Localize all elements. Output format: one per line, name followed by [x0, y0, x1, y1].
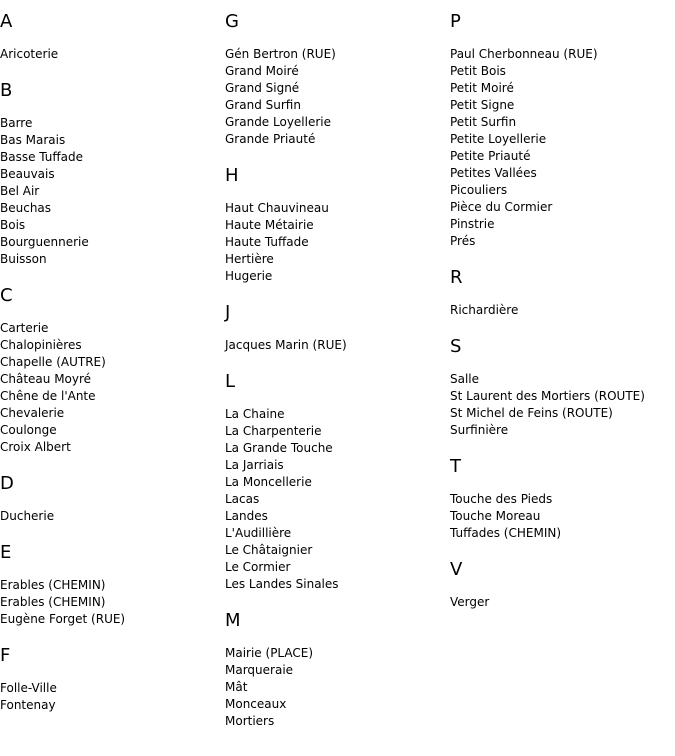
- street-list: [450, 371, 675, 439]
- letter-group: [225, 166, 445, 285]
- street-link[interactable]: Haute Tuffade: [225, 235, 309, 249]
- street-list: [0, 320, 220, 456]
- street-link[interactable]: Grand Surfin: [225, 98, 301, 112]
- letter-group: [0, 286, 220, 456]
- street-link[interactable]: Monceaux: [225, 697, 287, 711]
- street-link[interactable]: Salle: [450, 372, 480, 386]
- letter-heading: E: [0, 542, 12, 563]
- street-list: [0, 115, 220, 268]
- street-link[interactable]: Landes: [225, 509, 268, 523]
- street-link[interactable]: Le Châtaignier: [225, 543, 313, 557]
- street-link[interactable]: Grand Signé: [225, 81, 300, 95]
- street-link[interactable]: Bois: [0, 218, 26, 232]
- street-link[interactable]: Petite Priauté: [450, 149, 531, 163]
- street-link[interactable]: Château Moyré: [0, 372, 92, 386]
- street-list: [225, 406, 445, 593]
- street-link[interactable]: La Chaine: [225, 407, 285, 421]
- street-link[interactable]: Jacques Marin (RUE): [225, 338, 347, 352]
- street-link[interactable]: Mairie (PLACE): [225, 646, 314, 660]
- street-link[interactable]: Eugène Forget (RUE): [0, 612, 126, 626]
- street-link[interactable]: Grande Priauté: [225, 132, 316, 146]
- letter-heading: D: [0, 473, 14, 494]
- street-link[interactable]: Erables (CHEMIN): [0, 595, 106, 609]
- street-link[interactable]: Pinstrie: [450, 217, 495, 231]
- street-index-column-3: [450, 0, 675, 629]
- street-link[interactable]: Buisson: [0, 252, 47, 266]
- street-link[interactable]: Chalopinières: [0, 338, 82, 352]
- street-link[interactable]: Grand Moiré: [225, 64, 299, 78]
- letter-group: [0, 646, 220, 714]
- street-list: [225, 337, 445, 354]
- letter-heading: P: [450, 11, 461, 32]
- street-link[interactable]: Croix Albert: [0, 440, 71, 454]
- letter-group: [450, 12, 675, 250]
- street-link[interactable]: Hugerie: [225, 269, 273, 283]
- street-link[interactable]: Hertière: [225, 252, 274, 266]
- street-link[interactable]: Paul Cherbonneau (RUE): [450, 47, 598, 61]
- street-list: [450, 491, 675, 542]
- street-link[interactable]: Fontenay: [0, 698, 56, 712]
- street-link[interactable]: Le Cormier: [225, 560, 291, 574]
- street-link[interactable]: Beauvais: [0, 167, 55, 181]
- street-list: [450, 46, 675, 250]
- letter-heading: M: [225, 610, 241, 631]
- street-list: [225, 200, 445, 285]
- street-link[interactable]: La Grande Touche: [225, 441, 333, 455]
- street-link[interactable]: Haut Chauvineau: [225, 201, 329, 215]
- street-index-column-2: [225, 0, 445, 748]
- street-list: [0, 680, 220, 714]
- street-link[interactable]: Les Landes Sinales: [225, 577, 339, 591]
- letter-heading: C: [0, 285, 13, 306]
- street-link[interactable]: Petit Surfin: [450, 115, 517, 129]
- street-link[interactable]: St Michel de Feins (ROUTE): [450, 406, 613, 420]
- street-link[interactable]: Chêne de l'Ante: [0, 389, 96, 403]
- street-link[interactable]: La Moncellerie: [225, 475, 312, 489]
- street-list: [450, 302, 675, 319]
- street-link[interactable]: Lacas: [225, 492, 260, 506]
- street-link[interactable]: Petit Signe: [450, 98, 515, 112]
- street-link[interactable]: Petit Moiré: [450, 81, 514, 95]
- street-list: [225, 645, 445, 730]
- street-link[interactable]: Mortiers: [225, 714, 275, 728]
- letter-group: [0, 543, 220, 628]
- street-list: [0, 46, 220, 63]
- street-link[interactable]: Aricoterie: [0, 47, 59, 61]
- street-index-column-1: [0, 0, 220, 732]
- street-link[interactable]: St Laurent des Mortiers (ROUTE): [450, 389, 645, 403]
- street-link[interactable]: Bourguennerie: [0, 235, 89, 249]
- street-link[interactable]: Mât: [225, 680, 248, 694]
- street-link[interactable]: Chevalerie: [0, 406, 65, 420]
- letter-heading: L: [225, 371, 236, 392]
- letter-heading: S: [450, 336, 462, 357]
- street-link[interactable]: Grande Loyellerie: [225, 115, 332, 129]
- letter-group: [0, 474, 220, 525]
- street-link[interactable]: Richardière: [450, 303, 519, 317]
- street-link[interactable]: Marqueraie: [225, 663, 294, 677]
- street-link[interactable]: Petite Loyellerie: [450, 132, 547, 146]
- letter-group: [225, 372, 445, 593]
- street-link[interactable]: Surfinière: [450, 423, 509, 437]
- street-list: [450, 594, 675, 611]
- street-link[interactable]: Ducherie: [0, 509, 55, 523]
- street-link[interactable]: Chapelle (AUTRE): [0, 355, 106, 369]
- street-link[interactable]: Bas Marais: [0, 133, 66, 147]
- street-list: [225, 46, 445, 148]
- street-link[interactable]: Haute Métairie: [225, 218, 314, 232]
- street-link[interactable]: Pièce du Cormier: [450, 200, 553, 214]
- letter-group: [0, 12, 220, 63]
- letter-heading: G: [225, 11, 239, 32]
- letter-heading: V: [450, 559, 463, 580]
- street-link[interactable]: Prés: [450, 234, 476, 248]
- street-link[interactable]: Barre: [0, 116, 33, 130]
- street-link[interactable]: Erables (CHEMIN): [0, 578, 106, 592]
- street-link[interactable]: Touche Moreau: [450, 509, 541, 523]
- letter-group: [225, 12, 445, 148]
- street-link[interactable]: Beuchas: [0, 201, 52, 215]
- letter-heading: F: [0, 645, 11, 666]
- street-link[interactable]: Carterie: [0, 321, 49, 335]
- letter-group: [225, 611, 445, 730]
- street-link[interactable]: Petit Bois: [450, 64, 506, 78]
- letter-heading: T: [450, 456, 461, 477]
- letter-heading: B: [0, 80, 13, 101]
- letter-group: [0, 81, 220, 268]
- letter-group: [225, 303, 445, 354]
- letter-group: [450, 337, 675, 439]
- street-link[interactable]: La Jarriais: [225, 458, 284, 472]
- letter-heading: H: [225, 165, 239, 186]
- street-link[interactable]: Tuffades (CHEMIN): [450, 526, 562, 540]
- street-link[interactable]: L'Audillière: [225, 526, 292, 540]
- letter-group: [450, 268, 675, 319]
- street-link[interactable]: La Charpenterie: [225, 424, 322, 438]
- street-link[interactable]: Gén Bertron (RUE): [225, 47, 336, 61]
- letter-group: [450, 457, 675, 542]
- street-list: [0, 577, 220, 628]
- street-link[interactable]: Folle-Ville: [0, 681, 57, 695]
- street-link[interactable]: Bel Air: [0, 184, 40, 198]
- letter-heading: R: [450, 267, 463, 288]
- letter-group: [450, 560, 675, 611]
- street-link[interactable]: Picouliers: [450, 183, 508, 197]
- street-link[interactable]: Touche des Pieds: [450, 492, 553, 506]
- street-link[interactable]: Basse Tuffade: [0, 150, 84, 164]
- street-list: [0, 508, 220, 525]
- street-link[interactable]: Coulonge: [0, 423, 57, 437]
- letter-heading: A: [0, 11, 13, 32]
- street-link[interactable]: Verger: [450, 595, 490, 609]
- street-link[interactable]: Petites Vallées: [450, 166, 537, 180]
- letter-heading: J: [225, 302, 231, 323]
